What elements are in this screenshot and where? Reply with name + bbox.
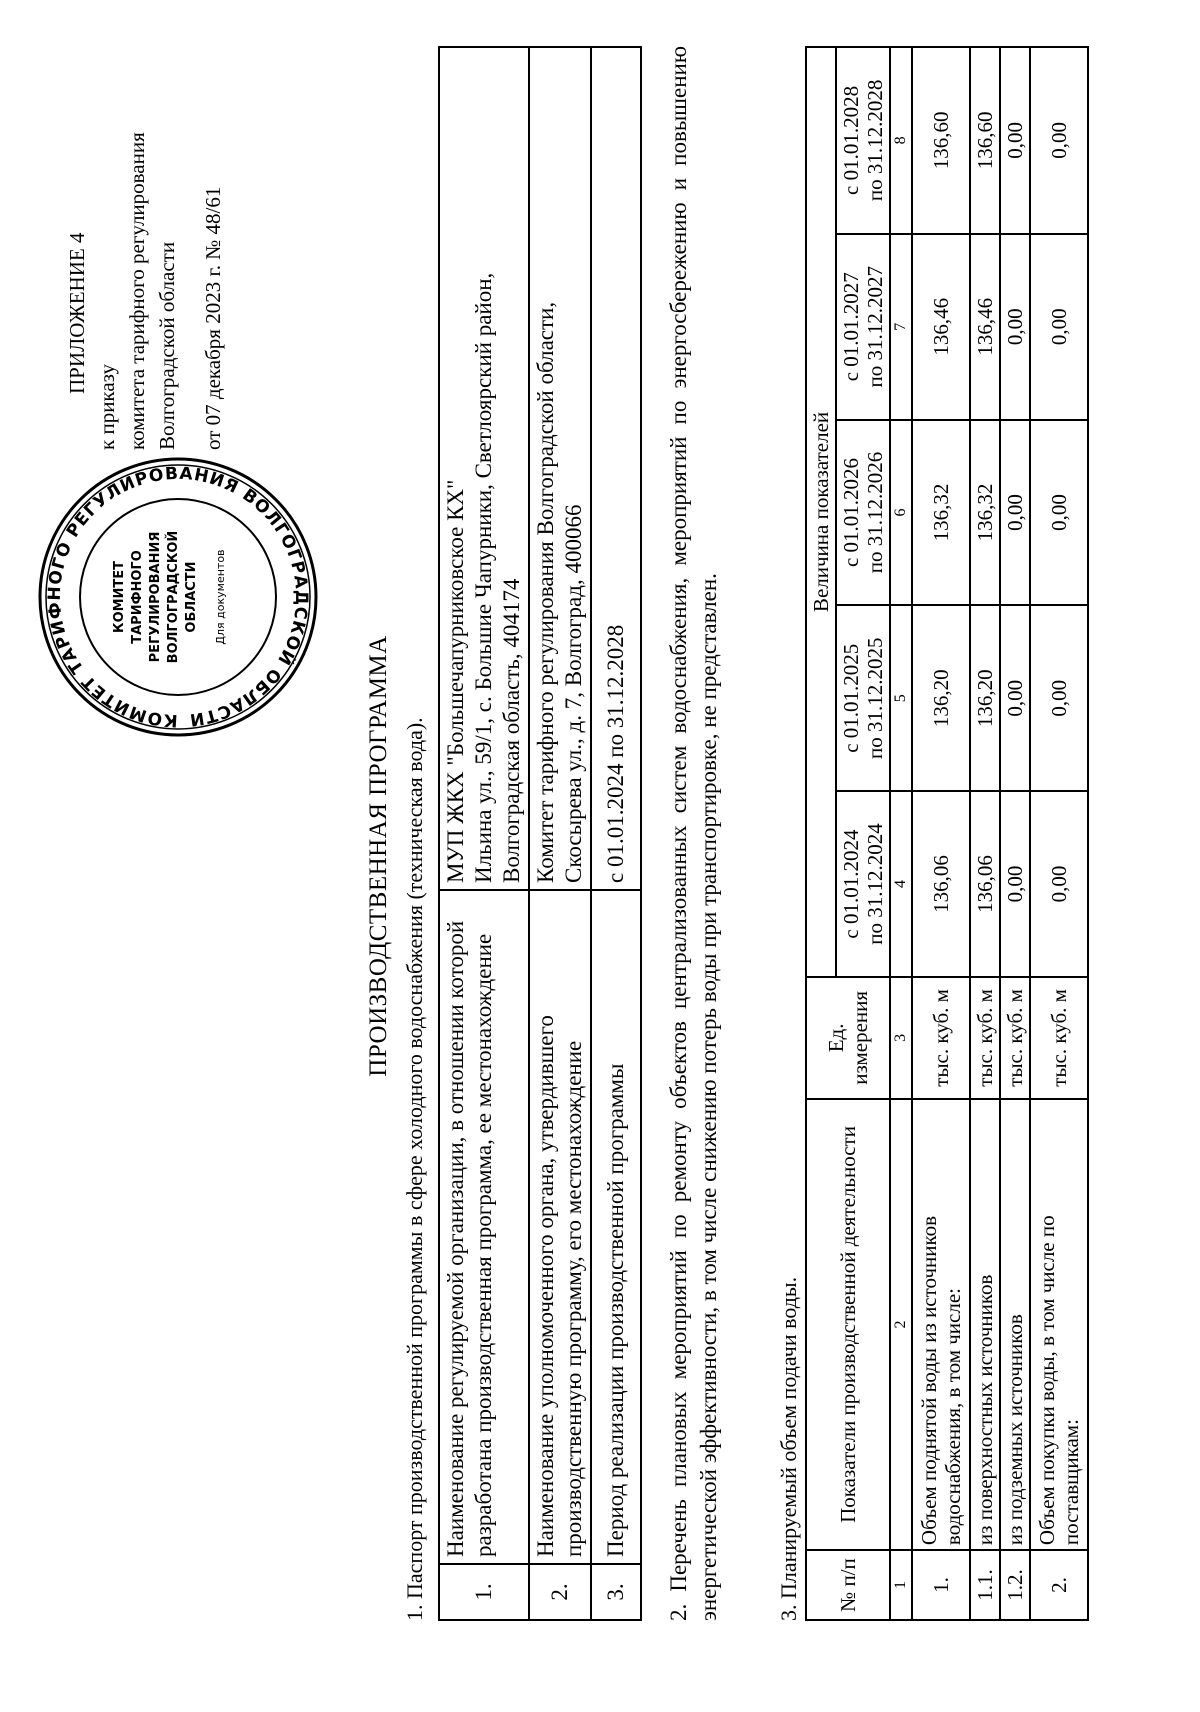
passport-table [438, 46, 642, 1621]
value-line: Волгоградская область, 404174 [499, 578, 524, 883]
table-row [591, 47, 641, 1620]
section1-title: 1. Паспорт производственной программы в сфере холодного водоснабжения (техническая вода). [402, 717, 427, 1621]
column-number: 2 [890, 1099, 912, 1550]
appendix-line-region: Волгоградской области [155, 241, 179, 450]
value-line: Комитет тарифного регулирования Волгоградской области, [533, 301, 558, 883]
seal-ring-text: КОМИТЕТ ТАРИФНОГО РЕГУЛИРОВАНИЯ ВОЛГОГРАДСКОЙ ОБЛАСТИ [44, 463, 312, 731]
row-label: Период реализации производственной программы [591, 890, 641, 1564]
row-value: 0,00 [1030, 234, 1088, 420]
table-row [1030, 47, 1088, 1620]
period-end: по 31.12.2026 [863, 451, 887, 574]
row-value [529, 47, 591, 890]
row-value: 136,20 [912, 605, 970, 791]
period-start: с 01.01.2025 [839, 643, 863, 753]
table-row [529, 47, 591, 1620]
value-line: с 01.01.2024 по 31.12.2028 [603, 624, 628, 883]
header-indicator: Показатели производственной деятельности [806, 1099, 890, 1550]
row-value: 136,46 [912, 234, 970, 420]
seal-center-line-2: ТАРИФНОГО [130, 550, 145, 644]
row-value: 136,20 [970, 605, 1000, 791]
header-period [836, 234, 890, 420]
row-number: 1. [912, 1550, 970, 1620]
row-unit: тыс. куб. м [970, 977, 1000, 1099]
appendix-line-order: к приказу [95, 364, 119, 450]
header-num: № п/п [806, 1550, 890, 1620]
row-value: 136,46 [970, 234, 1000, 420]
header-period [836, 47, 890, 234]
row-unit: тыс. куб. м [1000, 977, 1030, 1099]
appendix-date: от 07 декабря 2023 г. № 48/61 [201, 186, 225, 450]
period-start: с 01.01.2028 [839, 85, 863, 195]
appendix-title: ПРИЛОЖЕНИЕ 4 [65, 232, 89, 394]
column-number: 7 [890, 234, 912, 420]
seal-center-line-5: ОБЛАСТИ [184, 561, 199, 633]
value-line: МУП ЖКХ "Большечапурниковское КХ" [443, 479, 468, 883]
period-start: с 01.01.2027 [839, 272, 863, 382]
row-number: 3. [591, 1564, 641, 1620]
header-period [836, 420, 890, 606]
row-unit: тыс. куб. м [912, 977, 970, 1099]
row-value: 0,00 [1000, 791, 1030, 977]
seal-graphic [28, 447, 328, 747]
official-seal [28, 447, 328, 747]
period-end: по 31.12.2028 [863, 79, 887, 202]
period-start: с 01.01.2024 [839, 829, 863, 939]
row-indicator: Объем покупки воды, в том числе по поставщикам: [1030, 1099, 1088, 1550]
row-value: 0,00 [1030, 47, 1088, 234]
row-value: 136,32 [912, 420, 970, 606]
row-value: 136,06 [970, 791, 1000, 977]
column-number-row [890, 47, 912, 1620]
row-indicator: из поверхностных источников [970, 1099, 1000, 1550]
row-value: 136,60 [912, 47, 970, 234]
period-start: с 01.01.2026 [839, 457, 863, 568]
header-row [806, 47, 836, 1620]
row-unit: тыс. куб. м [1030, 977, 1088, 1099]
column-number: 6 [890, 420, 912, 606]
seal-center-line-3: РЕГУЛИРОВАНИЯ [148, 531, 163, 663]
row-label: Наименование регулируемой организации, в отношении которой разработана производственная программа, ее местонахождение [439, 890, 529, 1564]
row-value: 136,06 [912, 791, 970, 977]
value-line: Ильина ул., 59/1, с. Большие Чапурники, Светлоярский район, [471, 272, 496, 883]
period-end: по 31.12.2024 [863, 823, 887, 945]
column-number: 1 [890, 1550, 912, 1620]
column-number: 5 [890, 605, 912, 791]
column-number: 3 [890, 977, 912, 1099]
row-value: 0,00 [1000, 234, 1030, 420]
section2-paragraph: 2. Перечень плановых мероприятий по ремонту объектов централизованных систем водоснабжения, мероприятий по энергосбережению и повышению энергетической эффективности, в том числе снижению потерь воды при транспортировке, не представлен. [666, 46, 721, 1621]
table-row [970, 47, 1000, 1620]
value-line: Скосырева ул., д. 7, Волгоград, 400066 [561, 504, 586, 883]
row-number: 1. [439, 1564, 529, 1620]
seal-center-line-6: Для документов [214, 549, 227, 645]
header-unit: Ед. измерения [806, 977, 890, 1099]
header-period [836, 791, 890, 977]
row-value: 0,00 [1000, 47, 1030, 234]
row-value: 0,00 [1030, 791, 1088, 977]
column-number: 8 [890, 47, 912, 234]
column-number: 4 [890, 791, 912, 977]
header-period [836, 605, 890, 791]
appendix-block [62, 132, 228, 450]
seal-center-line-1: КОМИТЕТ [112, 560, 127, 634]
row-number: 2. [1030, 1550, 1088, 1620]
section3-title: 3. Планируемый объем подачи воды. [776, 1276, 801, 1621]
row-value [439, 47, 529, 890]
row-number: 1.1. [970, 1550, 1000, 1620]
row-indicator: Объем поднятой воды из источников водоснабжения, в том числе: [912, 1099, 970, 1550]
row-value: 0,00 [1000, 420, 1030, 606]
row-value: 136,32 [970, 420, 1000, 606]
row-label: Наименование уполномоченного органа, утвердившего производственную программу, его местонахождение [529, 890, 591, 1564]
water-volume-table [805, 46, 1089, 1621]
row-number: 2. [529, 1564, 591, 1620]
row-number: 1.2. [1000, 1550, 1030, 1620]
table-row [912, 47, 970, 1620]
row-value [591, 47, 641, 890]
period-end: по 31.12.2025 [863, 637, 887, 760]
row-value: 136,60 [970, 47, 1000, 234]
appendix-line-committee: комитета тарифного регулирования [125, 132, 149, 450]
header-values-group: Величина показателей [806, 47, 836, 977]
row-value: 0,00 [1000, 605, 1030, 791]
table-row [1000, 47, 1030, 1620]
row-value: 0,00 [1030, 420, 1088, 606]
table-row [439, 47, 529, 1620]
row-value: 0,00 [1030, 605, 1088, 791]
seal-center-line-4: ВОЛГОГРАДСКОЙ [166, 530, 181, 664]
document-title: ПРОИЗВОДСТВЕННАЯ ПРОГРАММА [365, 635, 392, 1077]
period-end: по 31.12.2027 [863, 265, 887, 388]
row-indicator: из подземных источников [1000, 1099, 1030, 1550]
